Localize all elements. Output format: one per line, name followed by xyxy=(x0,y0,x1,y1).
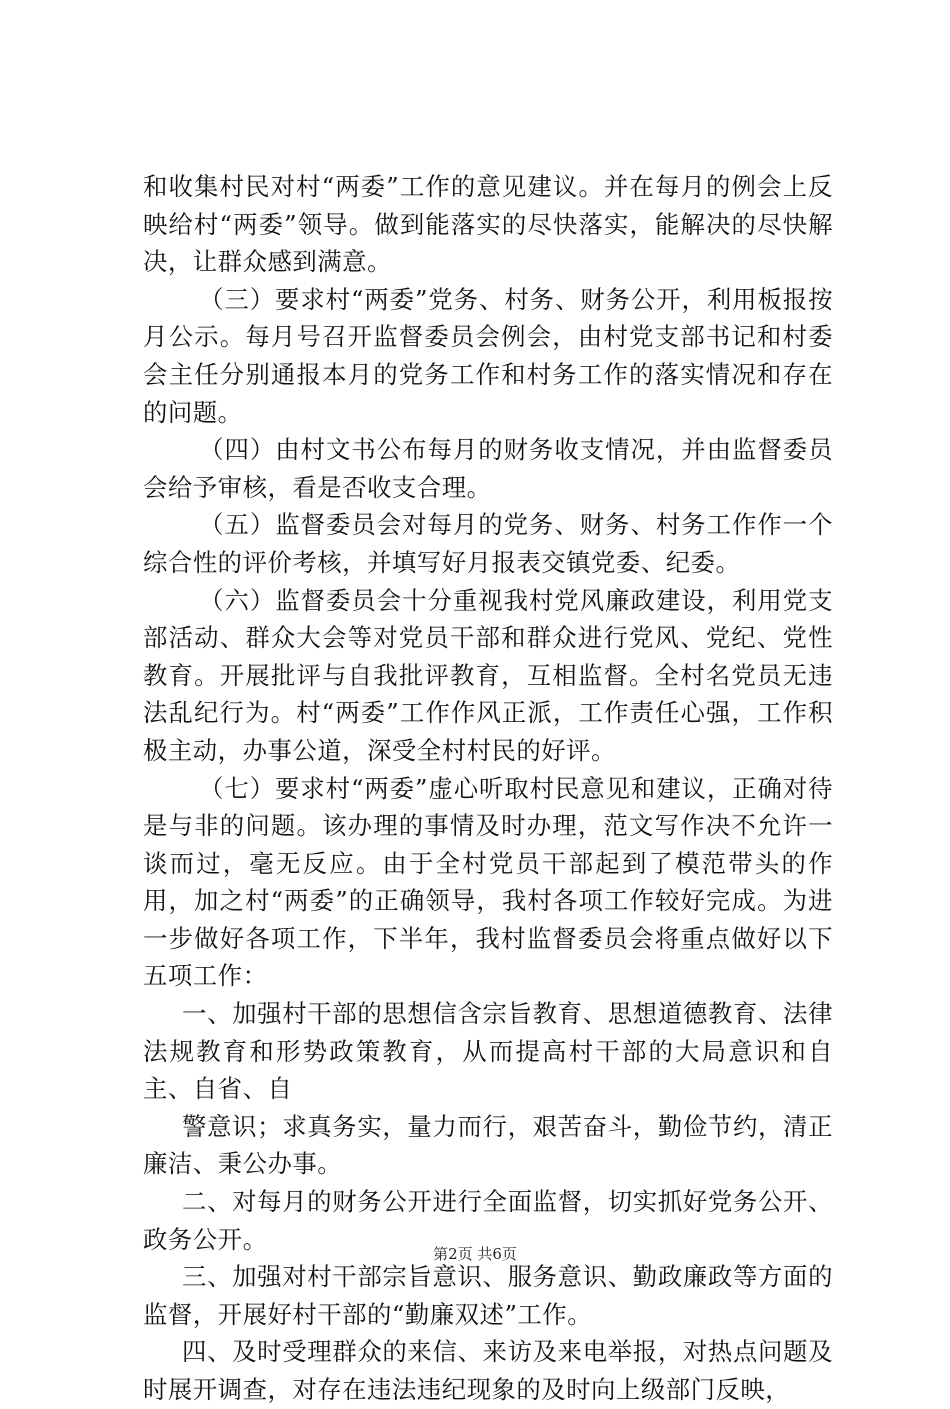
document-body xyxy=(143,168,833,1409)
page-number-footer: 第2页 共6页 xyxy=(433,1245,517,1263)
paragraph-item-6: （六）监督委员会十分重视我村党风廉政建设，利用党支部活动、群众大会等对党员干部和群众进行党风、党纪、党性教育。开展批评与自我批评教育，互相监督。全村名党员无违法乱纪行为。村“两委”工作作风正派，工作责任心强，工作积极主动，办事公道，深受全村村民的好评。 xyxy=(143,585,833,765)
paragraph-task-1: 一、加强村干部的思想信含宗旨教育、思想道德教育、法律法规教育和形势政策教育，从而提高村干部的大局意识和自主、自省、自 xyxy=(143,999,833,1104)
paragraph-item-4: （四）由村文书公布每月的财务收支情况，并由监督委员会给予审核，看是否收支合理。 xyxy=(143,435,833,502)
paragraph-task-2: 二、对每月的财务公开进行全面监督，切实抓好党务公开、政务公开。 xyxy=(143,1187,833,1254)
paragraph-item-5: （五）监督委员会对每月的党务、财务、村务工作作一个综合性的评价考核，并填写好月报表交镇党委、纪委。 xyxy=(143,510,833,577)
paragraph-task-4: 四、及时受理群众的来信、来访及来电举报，对热点问题及时展开调查，对存在违法违纪现象的及时向上级部门反映， xyxy=(143,1337,833,1404)
paragraph-task-1-continued: 警意识；求真务实，量力而行，艰苦奋斗，勤俭节约，清正廉洁、秉公办事。 xyxy=(143,1111,833,1179)
paragraph-task-3: 三、加强对村干部宗旨意识、服务意识、勤政廉政等方面的监督，开展好村干部的“勤廉双述”工作。 xyxy=(143,1262,833,1329)
paragraph-item-3: （三）要求村“两委”党务、村务、财务公开，利用板报按月公示。每月号召开监督委员会例会，由村党支部书记和村委会主任分别通报本月的党务工作和村务工作的落实情况和存在的问题。 xyxy=(143,284,833,427)
paragraph-1: 和收集村民对村“两委”工作的意见建议。并在每月的例会上反映给村“两委”领导。做到能落实的尽快落实，能解决的尽快解决，让群众感到满意。 xyxy=(143,172,833,277)
paragraph-item-7: （七）要求村“两委”虚心听取村民意见和建议，正确对待是与非的问题。该办理的事情及时办理，范文写作决不允许一谈而过，毫无反应。由于全村党员干部起到了模范带头的作用，加之村“两委”的正确领导，我村各项工作较好完成。为进一步做好各项工作，下半年，我村监督委员会将重点做好以下五项工作： xyxy=(143,773,833,991)
